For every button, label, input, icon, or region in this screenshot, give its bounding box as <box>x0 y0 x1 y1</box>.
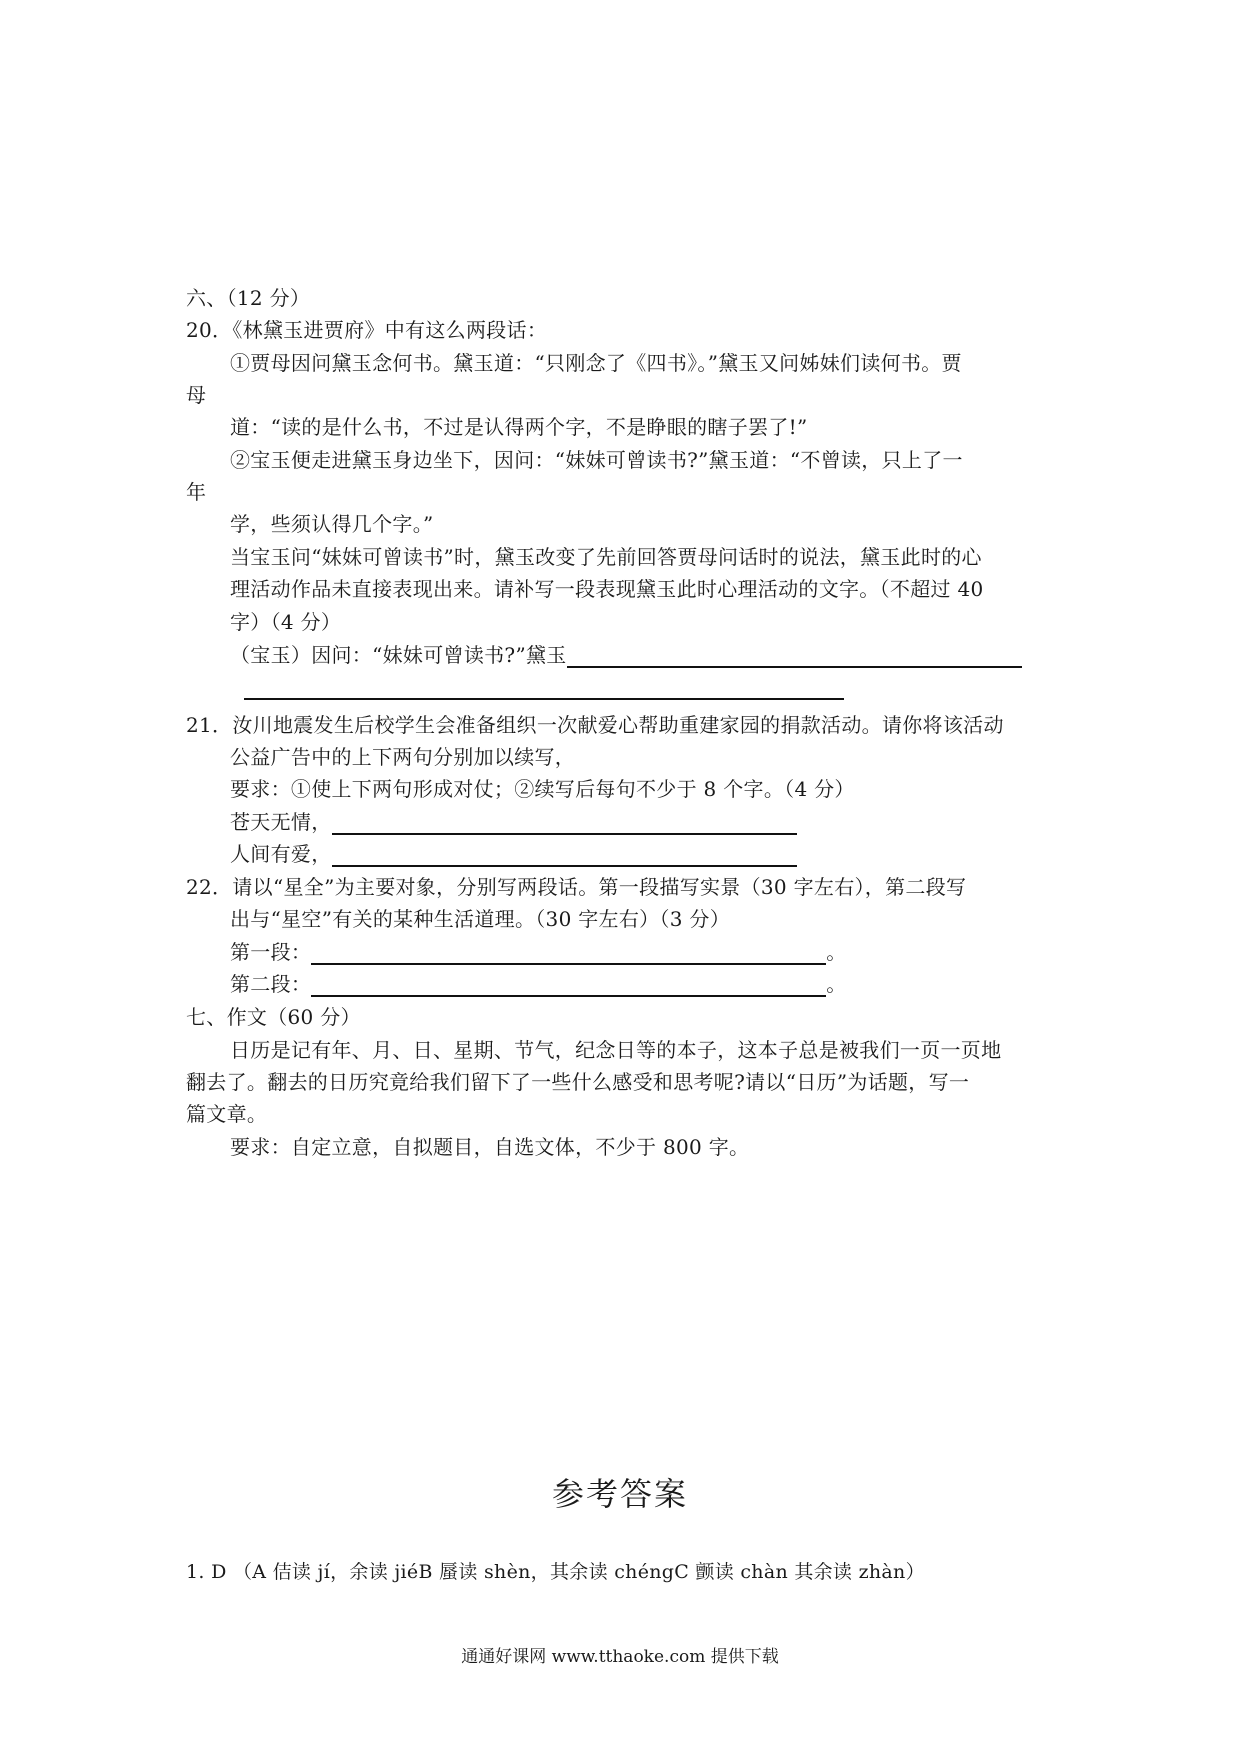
q20-answer-blank-2[interactable] <box>244 676 844 700</box>
q22-segment-1-label: 第一段： <box>230 940 312 964</box>
q21-stem-line1: 21．汝川地震发生后校学生会准备组织一次献爱心帮助重建家园的捐款活动。请你将该活动 <box>186 713 1004 737</box>
q20-passage1-wrap: 母 <box>186 383 207 407</box>
q22-stem-line1: 22．请以“星全”为主要对象，分别写两段话。第一段描写实景（30 字左右），第二段写 <box>186 875 967 899</box>
essay-requirement: 要求：自定立意，自拟题目，自选文体，不少于 800 字。 <box>230 1135 750 1159</box>
page-footer: 通通好课网 www.tthaoke.com 提供下载 <box>461 1647 779 1667</box>
q20-answer-line-2 <box>244 673 844 701</box>
q20-passage2-line1: ②宝玉便走进黛玉身边坐下，因问：“妹妹可曾读书?”黛玉道：“不曾读，只上了一 <box>230 448 963 472</box>
essay-prompt-line2: 翻去了。翻去的日历究竟给我们留下了一些什么感受和思考呢?请以“日历”为话题，写一 <box>186 1070 970 1094</box>
q21-lower-label: 人间有爱， <box>230 842 332 866</box>
q20-stem: 20．《林黛玉进贾府》中有这么两段话： <box>186 318 548 342</box>
q22-segment-2-end: 。 <box>826 972 847 996</box>
q20-task-line1: 当宝玉问“妹妹可曾读书”时，黛玉改变了先前回答贾母问话时的说法，黛玉此时的心 <box>230 545 982 569</box>
q20-answer-line <box>230 641 1022 669</box>
essay-prompt-line3: 篇文章。 <box>186 1102 268 1126</box>
q20-passage2-wrap: 年 <box>186 480 207 504</box>
q22-segment-1-end: 。 <box>826 940 847 964</box>
q22-segment-1 <box>230 938 847 966</box>
q22-stem-line2: 出与“星空”有关的某种生活道理。（30 字左右）（3 分） <box>230 907 731 931</box>
q22-segment-2-label: 第二段： <box>230 972 312 996</box>
q22-segment-1-blank[interactable] <box>311 941 826 965</box>
q22-segment-2 <box>230 970 847 998</box>
q20-answer-blank-1[interactable] <box>567 644 1022 668</box>
q21-lower-blank[interactable] <box>332 843 797 867</box>
q21-lower-couplet <box>230 840 797 868</box>
answer-1: 1. D （A 佶读 jí，余读 jiéB 蜃读 shèn，其余读 chéngC 颤读 chàn 其余读 zhàn） <box>186 1561 925 1583</box>
q20-passage2-line2: 学，些须认得几个字。” <box>230 512 434 536</box>
q20-task-line3: 字）（4 分） <box>230 610 342 634</box>
q21-stem-line2: 公益广告中的上下两句分别加以续写， <box>230 745 576 769</box>
q21-upper-couplet <box>230 808 797 836</box>
q21-upper-blank[interactable] <box>332 811 797 835</box>
q20-answer-prefix: （宝玉）因问：“妹妹可曾读书?”黛玉 <box>230 643 567 667</box>
section-6-heading: 六、（12 分） <box>186 286 311 310</box>
essay-prompt-line1: 日历是记有年、月、日、星期、节气，纪念日等的本子，这本子总是被我们一页一页地 <box>230 1038 1002 1062</box>
q21-requirement: 要求：①使上下两句形成对仗；②续写后每句不少于 8 个字。（4 分） <box>230 777 855 801</box>
q22-segment-2-blank[interactable] <box>311 973 826 997</box>
q20-passage1-line1: ①贾母因问黛玉念何书。黛玉道：“只刚念了《四书》。”黛玉又问姊妹们读何书。贾 <box>230 351 962 375</box>
section-7-heading: 七、作文（60 分） <box>186 1005 361 1029</box>
q20-task-line2: 理活动作品未直接表现出来。请补写一段表现黛玉此时心理活动的文字。（不超过 40 <box>230 577 984 601</box>
q20-passage1-line2: 道：“读的是什么书，不过是认得两个字，不是睁眼的瞎子罢了!” <box>230 415 808 439</box>
q21-upper-label: 苍天无情， <box>230 810 332 834</box>
answers-title: 参考答案 <box>551 1475 688 1513</box>
